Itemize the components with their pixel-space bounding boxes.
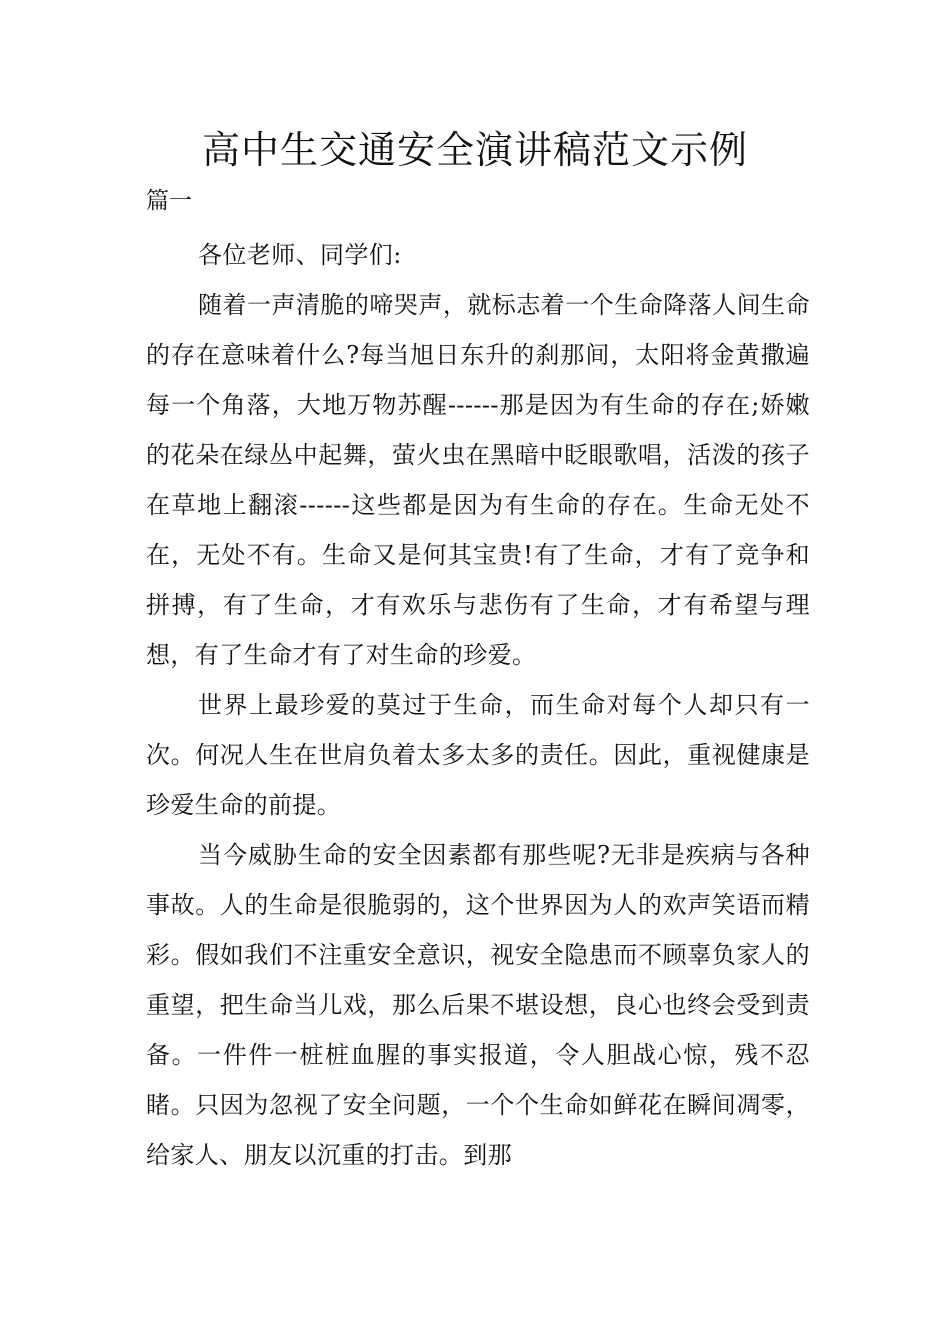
paragraph: 世界上最珍爱的莫过于生命，而生命对每个人却只有一次。何况人生在世肩负着太多太多的责任。因此，重视健康是珍爱生命的前提。 — [146, 691, 810, 819]
paragraph: 随着一声清脆的啼哭声，就标志着一个生命降落人间生命的存在意味着什么?每当旭日东升的刹那间，太阳将金黄撒遍每一个角落，大地万物苏醒------那是因为有生命的存在;娇嫩的花朵在绿丛中起舞，萤火虫在黑暗中眨眼歌唱，活泼的孩子在草地上翻滚------这些都是因为有生命的存在。生命无处不在，无处不有。生命又是何其宝贵!有了生命，才有了竞争和拼搏，有了生命，才有欢乐与悲伤有了生命，才有希望与理想，有了生命才有了对生命的珍爱。 — [146, 291, 810, 669]
document-title: 高中生交通安全演讲稿范文示例 — [201, 128, 748, 172]
paragraph: 当今威胁生命的安全因素都有那些呢?无非是疾病与各种事故。人的生命是很脆弱的，这个世界因为人的欢声笑语而精彩。假如我们不注重安全意识，视安全隐患而不顾辜负家人的重望，把生命当儿戏，那么后果不堪设想，良心也终会受到责备。一件件一桩桩血腥的事实报道，令人胆战心惊，残不忍睹。只因为忽视了安全问题，一个个生命如鲜花在瞬间凋零，给家人、朋友以沉重的打击。到那 — [146, 841, 810, 1169]
section-label: 篇一 — [146, 188, 192, 214]
paragraph-greeting: 各位老师、同学们: — [198, 241, 402, 269]
document-body — [146, 230, 810, 1180]
